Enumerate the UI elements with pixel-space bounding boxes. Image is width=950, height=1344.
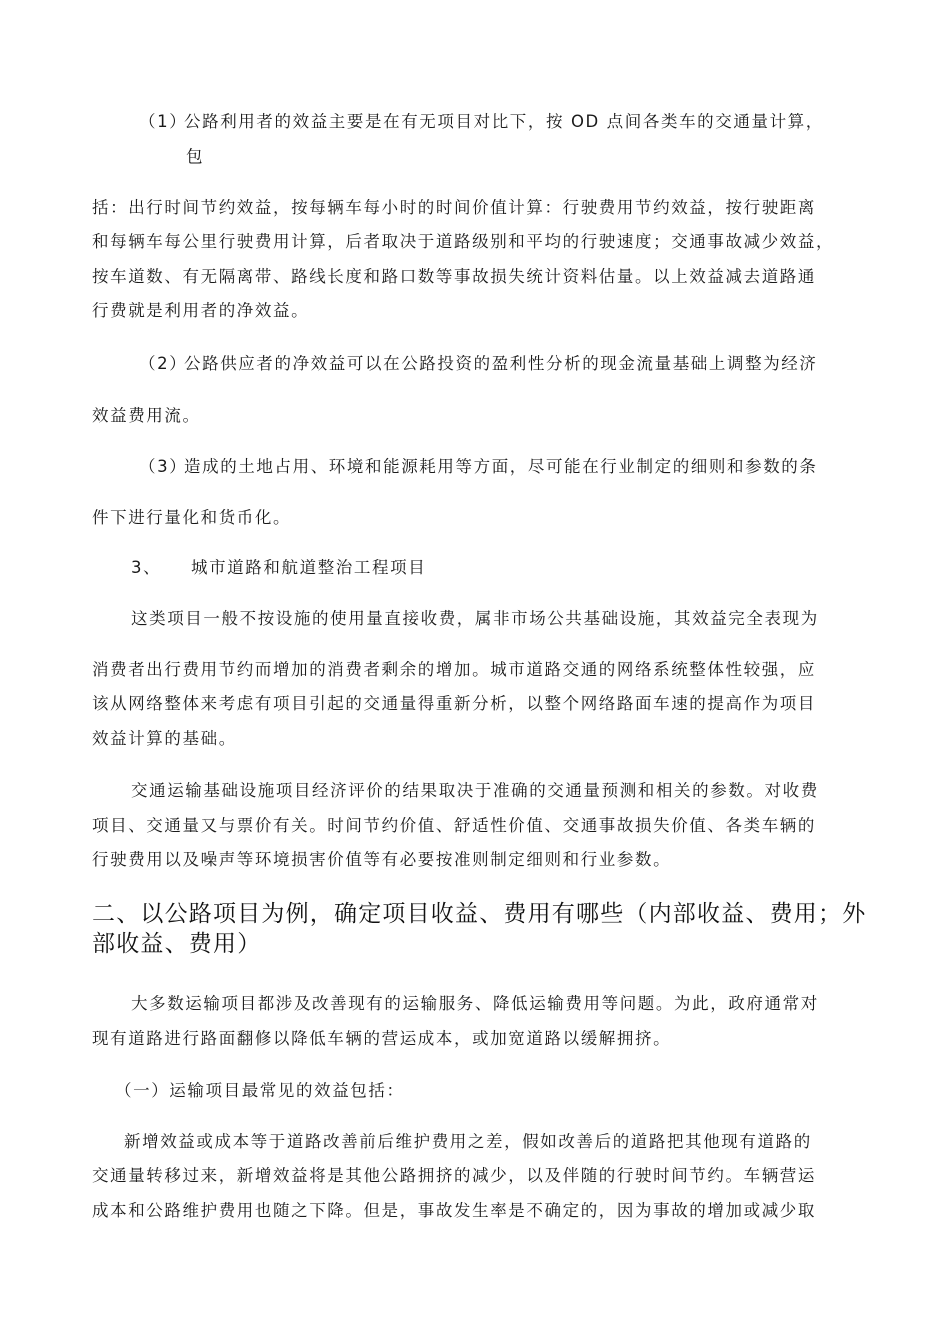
paragraph-3-number: （3） [139, 457, 188, 476]
section-3-heading [131, 557, 426, 579]
paragraph-1-number: （1） [139, 112, 188, 131]
paragraph-6-line-2: 现有道路进行路面翻修以降低车辆的营运成本，或加宽道路以缓解拥挤。 [92, 1029, 672, 1048]
paragraph-1-text: 公路利用者的效益主要是在有无项目对比下，按 OD 点间各类车的交通量计算， [184, 112, 824, 131]
paragraph-1-line-3: 括：出行时间节约效益，按每辆车每小时的时间价值计算：行驶费用节约效益，按行驶距离 [92, 198, 816, 217]
subsection-heading: （一）运输项目最常见的效益包括： [115, 1081, 405, 1100]
section-heading-line-2: 部收益、费用） [92, 931, 262, 957]
paragraph-1-line-1 [139, 111, 824, 133]
paragraph-4-line-4: 效益计算的基础。 [92, 729, 237, 748]
paragraph-1-line-4: 和每辆车每公里行驶费用计算，后者取决于道路级别和平均的行驶速度；交通事故减少效益， [92, 232, 835, 251]
paragraph-2-text: 公路供应者的净效益可以在公路投资的盈利性分析的现金流量基础上调整为经济 [184, 354, 818, 373]
section-heading-line-1: 二、以公路项目为例，确定项目收益、费用有哪些（内部收益、费用；外 [92, 901, 867, 927]
paragraph-1-line-6: 行费就是利用者的净效益。 [92, 301, 310, 320]
paragraph-3-text: 造成的土地占用、环境和能源耗用等方面，尽可能在行业制定的细则和参数的条 [184, 457, 818, 476]
paragraph-5-line-3: 行驶费用以及噪声等环境损害价值等有必要按准则制定细则和行业参数。 [92, 850, 672, 869]
paragraph-2-line-2: 效益费用流。 [92, 406, 201, 425]
paragraph-7-line-2: 交通量转移过来，新增效益将是其他公路拥挤的减少，以及伴随的行驶时间节约。车辆营运 [92, 1166, 816, 1185]
paragraph-3-line-2: 件下进行量化和货币化。 [92, 508, 292, 527]
paragraph-2-line-1 [139, 353, 818, 375]
paragraph-1-line-5: 按车道数、有无隔离带、路线长度和路口数等事故损失统计资料估量。以上效益减去道路通 [92, 267, 816, 286]
section-3-number: 3、 [131, 558, 162, 577]
paragraph-3-line-1 [139, 456, 818, 478]
paragraph-4-line-2: 消费者出行费用节约而增加的消费者剩余的增加。城市道路交通的网络系统整体性较强，应 [92, 660, 816, 679]
paragraph-7-line-3: 成本和公路维护费用也随之下降。但是，事故发生率是不确定的，因为事故的增加或减少取 [92, 1201, 816, 1220]
paragraph-5-line-1: 交通运输基础设施项目经济评价的结果取决于准确的交通量预测和相关的参数。对收费 [131, 781, 819, 800]
paragraph-7-line-1: 新增效益或成本等于道路改善前后维护费用之差，假如改善后的道路把其他现有道路的 [124, 1132, 812, 1151]
section-3-title: 城市道路和航道整治工程项目 [191, 558, 427, 577]
paragraph-1-line-2: 包 [186, 147, 205, 166]
paragraph-6-line-1: 大多数运输项目都涉及改善现有的运输服务、降低运输费用等问题。为此，政府通常对 [131, 994, 819, 1013]
paragraph-4-line-1: 这类项目一般不按设施的使用量直接收费，属非市场公共基础设施，其效益完全表现为 [131, 609, 819, 628]
paragraph-2-number: （2） [139, 354, 188, 373]
paragraph-5-line-2: 项目、交通量又与票价有关。时间节约价值、舒适性价值、交通事故损失价值、各类车辆的 [92, 816, 816, 835]
paragraph-4-line-3: 该从网络整体来考虑有项目引起的交通量得重新分析，以整个网络路面车速的提高作为项目 [92, 694, 816, 713]
